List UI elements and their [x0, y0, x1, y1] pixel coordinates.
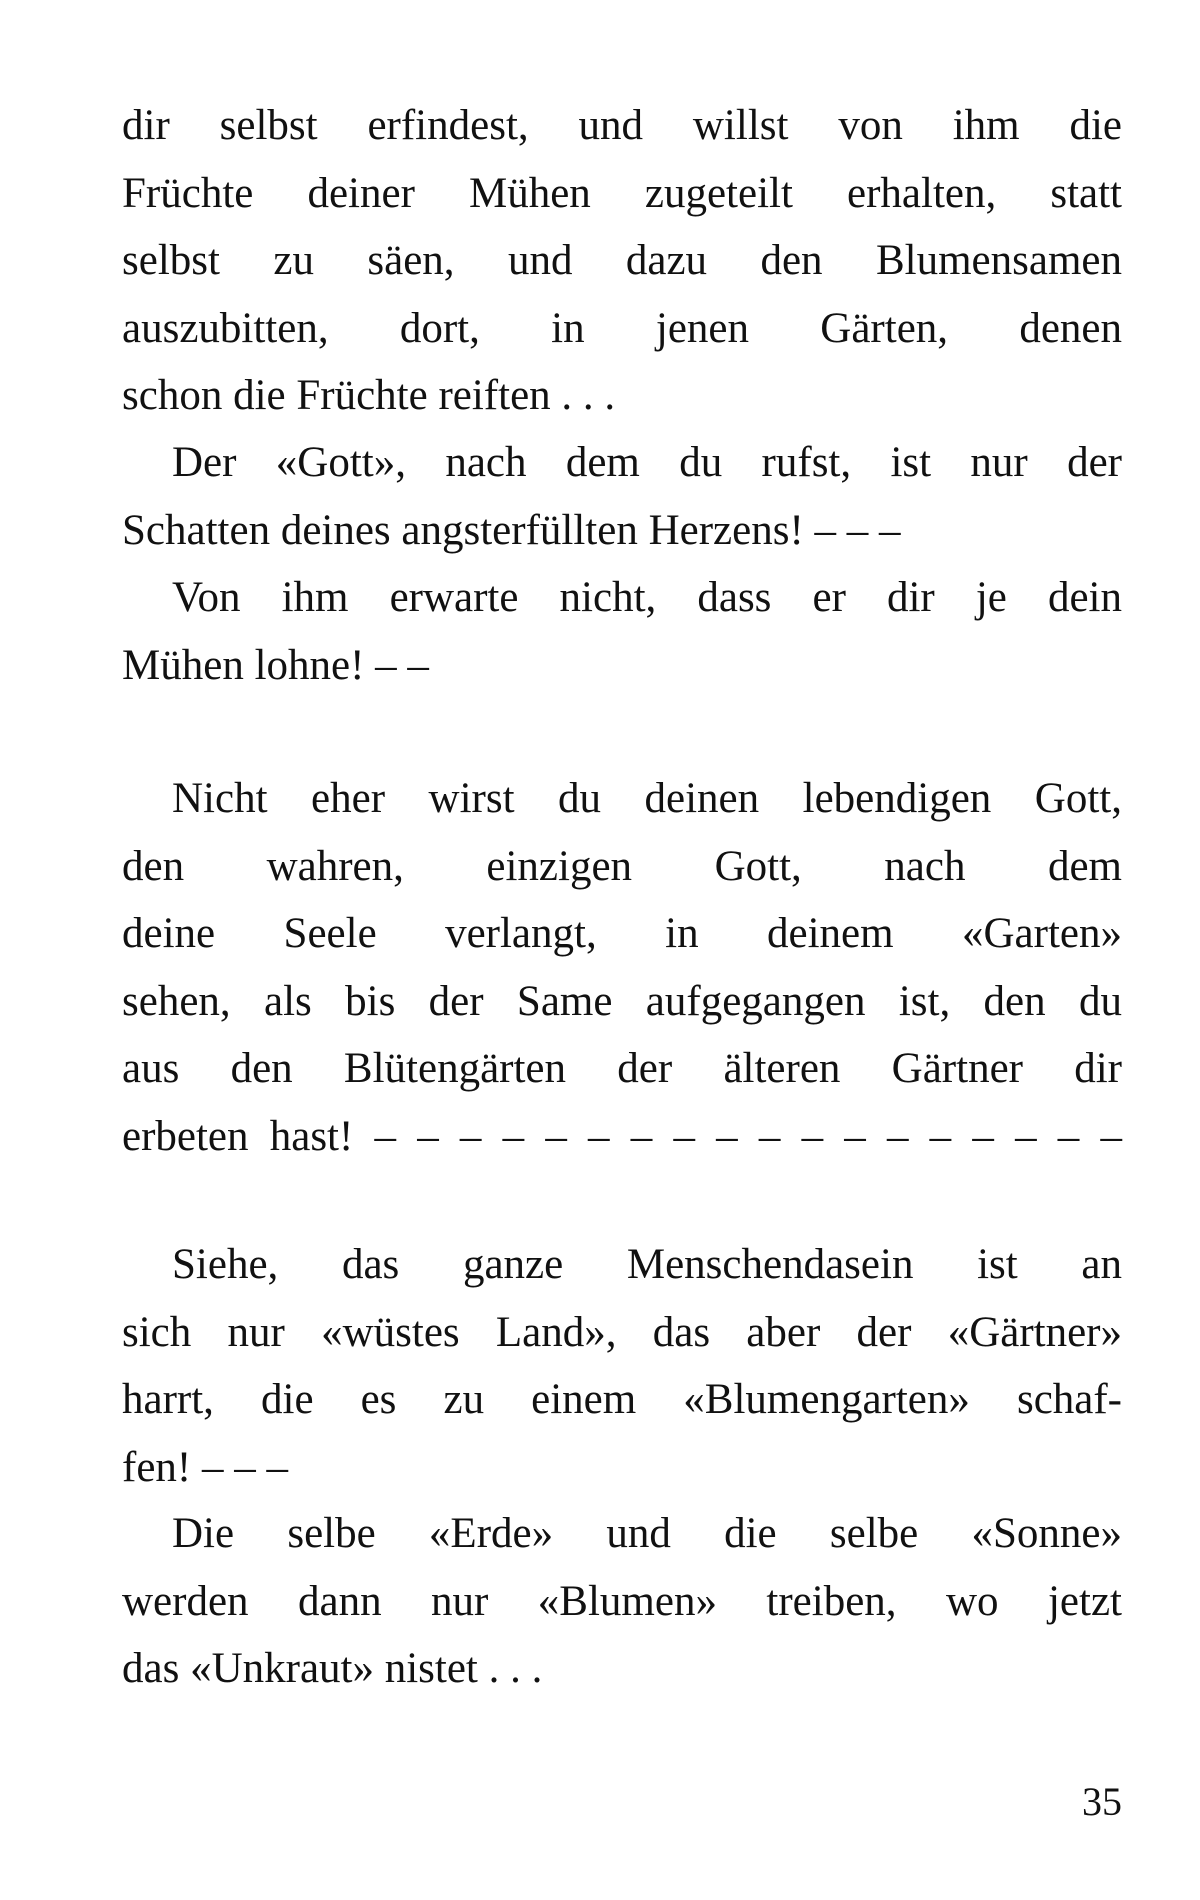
text-line: Der «Gott», nach dem du rufst, ist nur der [172, 439, 1122, 486]
text-line: Die selbe «Erde» und die selbe «Sonne» [172, 1510, 1122, 1557]
text-line: deine Seele verlangt, in deinem «Garten» [122, 910, 1122, 957]
paragraph-3 [122, 564, 1122, 699]
paragraph-5 [122, 1231, 1122, 1501]
text-line: auszubitten, dort, in jenen Gärten, denen [122, 304, 1122, 352]
text-line: Siehe, das ganze Menschendasein ist an [172, 1241, 1122, 1288]
text-line: schon die Früchte reiften . . . [122, 372, 616, 419]
text-line: den wahren, einzigen Gott, nach dem [122, 842, 1122, 890]
paragraph-2 [122, 429, 1122, 564]
text-line: Schatten deines angsterfüllten Herzens! – – – [122, 506, 901, 554]
text-line: Mühen lohne! – – [122, 641, 429, 689]
text-line: selbst zu säen, und dazu den Blumensamen [122, 237, 1122, 284]
page-number: 35 [1082, 1779, 1122, 1824]
text-line: sehen, als bis der Same aufgegangen ist, den du [122, 977, 1122, 1025]
text-line: sich nur «wüstes Land», das aber der «Gärtner» [122, 1308, 1122, 1356]
text-line: Von ihm erwarte nicht, dass er dir je dein [172, 574, 1122, 621]
text-line: das «Unkraut» nistet . . . [122, 1645, 543, 1692]
text-line: Früchte deiner Mühen zugeteilt erhalten, statt [122, 169, 1122, 217]
paragraph-1 [122, 92, 1122, 430]
text-line: erbeten hast! – – – – – – – – – – – – – – – – – – [122, 1112, 1122, 1160]
paragraph-6 [122, 1500, 1122, 1703]
text-line: fen! – – – [122, 1443, 288, 1491]
paragraph-4 [122, 765, 1122, 1170]
text-line: harrt, die es zu einem «Blumengarten» schaf- [122, 1376, 1122, 1423]
text-line: Nicht eher wirst du deinen lebendigen Gott, [172, 775, 1122, 822]
text-line: aus den Blütengärten der älteren Gärtner dir [122, 1045, 1122, 1092]
text-line: werden dann nur «Blumen» treiben, wo jetzt [122, 1577, 1122, 1625]
text-line: dir selbst erfindest, und willst von ihm die [122, 102, 1122, 149]
